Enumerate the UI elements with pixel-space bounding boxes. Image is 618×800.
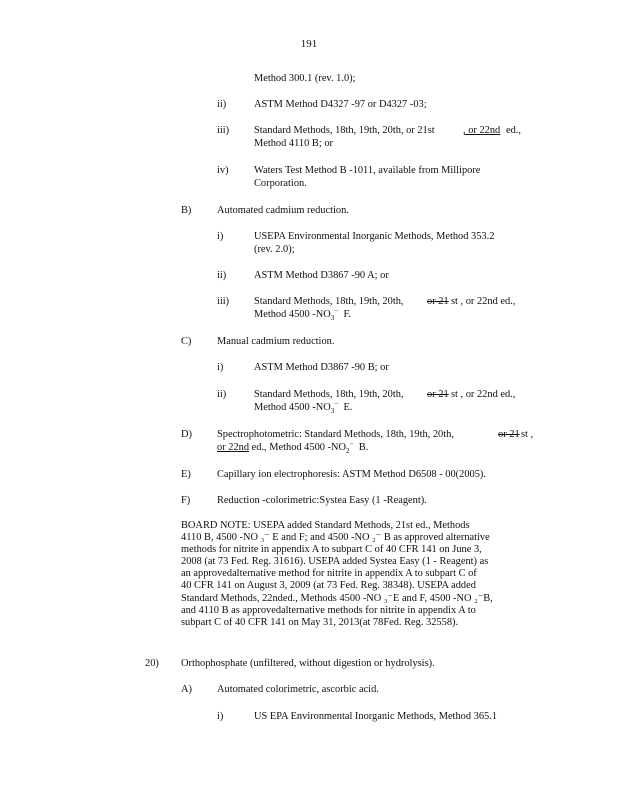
section-marker: 20) [145,658,159,669]
section-heading: Capillary ion electrophoresis: ASTM Method D6508 - 00(2005). [217,469,486,480]
board-note [181,520,526,629]
section-heading: Automated cadmium reduction. [217,205,349,216]
item-marker: ii) [217,389,227,400]
method-line: st , or 22nd ed., [451,296,516,307]
method-line: Standard Methods, 18th, 19th, 20th, [254,389,404,400]
section-heading: Orthophosphate (unfiltered, without digestion or hydrolysis). [181,658,435,669]
section-marker: B) [181,205,192,216]
method-line: or 22nd ed., Method 4500 $-NO_2^-$ B. [217,439,369,456]
item-marker: ii) [217,270,227,281]
note-line: Standard Methods, 22nded., Methods 4500 -NO ₃⁻E and F, 4500 -NO ₂⁻B, [181,592,493,604]
section-heading: Spectrophotometric: Standard Methods, 18th, 19th, 20th, [217,429,454,440]
note-line: 2008 (at 73 Fed. Reg. 31616). USEPA added Systea Easy (1 - Reagent) as [181,556,489,568]
section-heading: Automated colorimetric, ascorbic acid. [217,684,379,695]
inserted-text: or 22nd [217,442,250,453]
note-line: subpart C of 40 CFR 141 on May 31, 2013(at 78Fed. Reg. 32558). [181,616,459,628]
method-line: Method 4500 $-NO_3^-$ F. [254,306,351,323]
method-line: Standard Methods, 18th, 19th, 20th, or 21st [254,125,435,136]
item-marker: ii) [217,99,227,110]
method-line: Corporation. [254,178,307,189]
section-marker: F) [181,495,191,506]
deleted-text: or 21 [498,429,520,440]
section-heading: Manual cadmium reduction. [217,336,335,347]
note-line: methods for nitrite in appendix A to subpart C of 40 CFR 141 on June 3, [181,544,482,556]
page-number: 191 [300,38,318,50]
item-marker: i) [217,362,224,373]
method-line: st , [521,429,534,440]
note-line: an approvedalternative method for nitrite in appendix A to subpart C of [181,568,477,580]
method-line: USEPA Environmental Inorganic Methods, Method 353.2 [254,231,495,242]
method-line: Method 300.1 (rev. 1.0); [254,73,356,84]
method-line: ASTM Method D3867 -90 A; or [254,270,389,281]
section-marker: D) [181,429,192,440]
note-line: 40 CFR 141 on August 3, 2009 (at 73 Fed. Reg. 38348). USEPA added [181,580,476,592]
inserted-text: , or 22nd [463,125,501,136]
item-marker: iii) [217,296,230,307]
deleted-text: or 21 [427,389,449,400]
item-marker: iv) [217,165,229,176]
method-line: Waters Test Method B -1011, available from Millipore [254,165,481,176]
item-marker: iii) [217,125,230,136]
note-line: and 4110 B as approvedalternative methods for nitrite in appendix A to [181,604,476,616]
section-marker: C) [181,336,192,347]
item-marker: i) [217,231,224,242]
method-line: ASTM Method D3867 -90 B; or [254,362,389,373]
note-line: BOARD NOTE: USEPA added Standard Methods, 21st ed., Methods [181,520,470,531]
section-heading: Reduction -colorimetric:Systea Easy (1 -Reagent). [217,495,427,506]
item-marker: i) [217,711,224,722]
method-line: Standard Methods, 18th, 19th, 20th, [254,296,404,307]
section-marker: A) [181,684,192,695]
method-line: ed., [506,125,522,136]
method-line: st , or 22nd ed., [451,389,516,400]
method-line: Method 4110 B; or [254,138,333,149]
method-line: US EPA Environmental Inorganic Methods, Method 365.1 [254,711,498,722]
note-line: 4110 B, 4500 -NO ₃⁻ E and F; and 4500 -NO ₂⁻ B as approved alternative [181,532,490,544]
section-marker: E) [181,469,191,480]
method-line: Method 4500 $-NO_3^-$ E. [254,399,353,416]
method-line: ASTM Method D4327 -97 or D4327 -03; [254,99,427,110]
method-line: (rev. 2.0); [254,244,295,255]
deleted-text: or 21 [427,296,449,307]
